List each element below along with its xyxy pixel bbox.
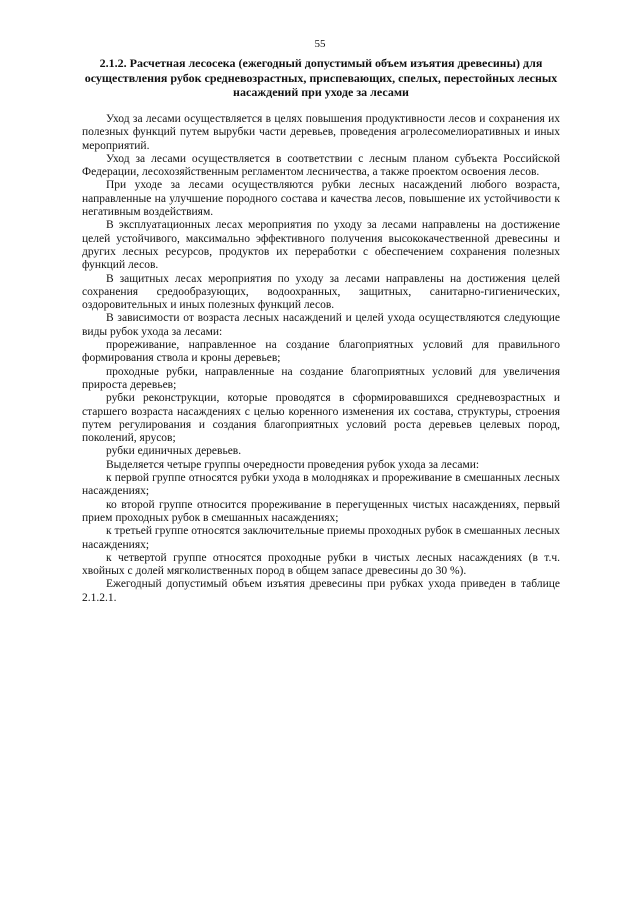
paragraph: В защитных лесах мероприятия по уходу за лесами направлены на достижения целей сохранения средообразующих, водоохранных, защитных, санитарно-гигиенических, оздоровительных и иных полезных функций лесов. <box>82 272 560 312</box>
list-item: проходные рубки, направленные на создание благоприятных условий для увеличения прироста деревьев; <box>82 365 560 391</box>
paragraph: Уход за лесами осуществляется в соответствии с лесным планом субъекта Российской Федерации, лесохозяйственным регламентом лесничества, а также проектом освоения лесов. <box>82 152 560 179</box>
paragraph: При уходе за лесами осуществляются рубки лесных насаждений любого возраста, направленные на улучшение породного состава и качества лесов, повышение их устойчивости к негативным воздействиям. <box>82 179 560 219</box>
list-item: рубки единичных деревьев. <box>106 445 242 458</box>
list-item: к четвертой группе относятся проходные рубки в чистых лесных насаждениях (в т.ч. хвойных с долей мягколиственных пород в общем запасе древесины до 30 %). <box>82 551 560 578</box>
list-item: рубки реконструкции, которые проводятся в сформировавшихся средневозрастных и старшего возраста насаждениях с целью коренного изменения их состава, структуры, строения путем регулирования и создания благоприятных условий роста деревьев целевых пород, поколений, ярусов; <box>82 392 560 445</box>
list-item: прореживание, направленное на создание благоприятных условий для правильного формирования ствола и кроны деревьев; <box>82 339 560 365</box>
paragraph: Ежегодный допустимый объем изъятия древесины при рубках ухода приведен в таблице 2.1.2.1. <box>82 578 560 604</box>
paragraph: В зависимости от возраста лесных насаждений и целей ухода осуществляются следующие виды рубок ухода за лесами: <box>82 312 560 338</box>
list-item: к первой группе относятся рубки ухода в молодняках и прореживание в смешанных лесных насаждениях; <box>82 472 560 498</box>
paragraph: В эксплуатационных лесах мероприятия по уходу за лесами направлены на достижение целей устойчивого, максимально эффективного получения высококачественной древесины и других лесных ресурсов, продуктов их переработки с обеспечением сохранения полезных функций лесов. <box>82 219 560 272</box>
paragraph: Выделяется четыре группы очередности проведения рубок ухода за лесами: <box>106 458 480 471</box>
list-item: к третьей группе относятся заключительные приемы проходных рубок в смешанных лесных насаждениях; <box>82 525 560 551</box>
section-heading: 2.1.2. Расчетная лесосека (ежегодный допустимый объем изъятия древесины) для осуществления рубок средневозрастных, приспевающих, спелых, перестойных лесных насаждений при уходе за лесами <box>84 56 558 99</box>
list-item: ко второй группе относится прореживание в перегущенных чистых насаждениях, первый прием проходных рубок в смешанных насаждениях; <box>82 498 560 524</box>
page-number: 55 <box>314 38 326 50</box>
paragraph: Уход за лесами осуществляется в целях повышения продуктивности лесов и сохранения их полезных функций путем вырубки части деревьев, проведения агролесомелиоративных и иных мероприятий. <box>82 113 560 152</box>
body-text <box>82 113 560 605</box>
